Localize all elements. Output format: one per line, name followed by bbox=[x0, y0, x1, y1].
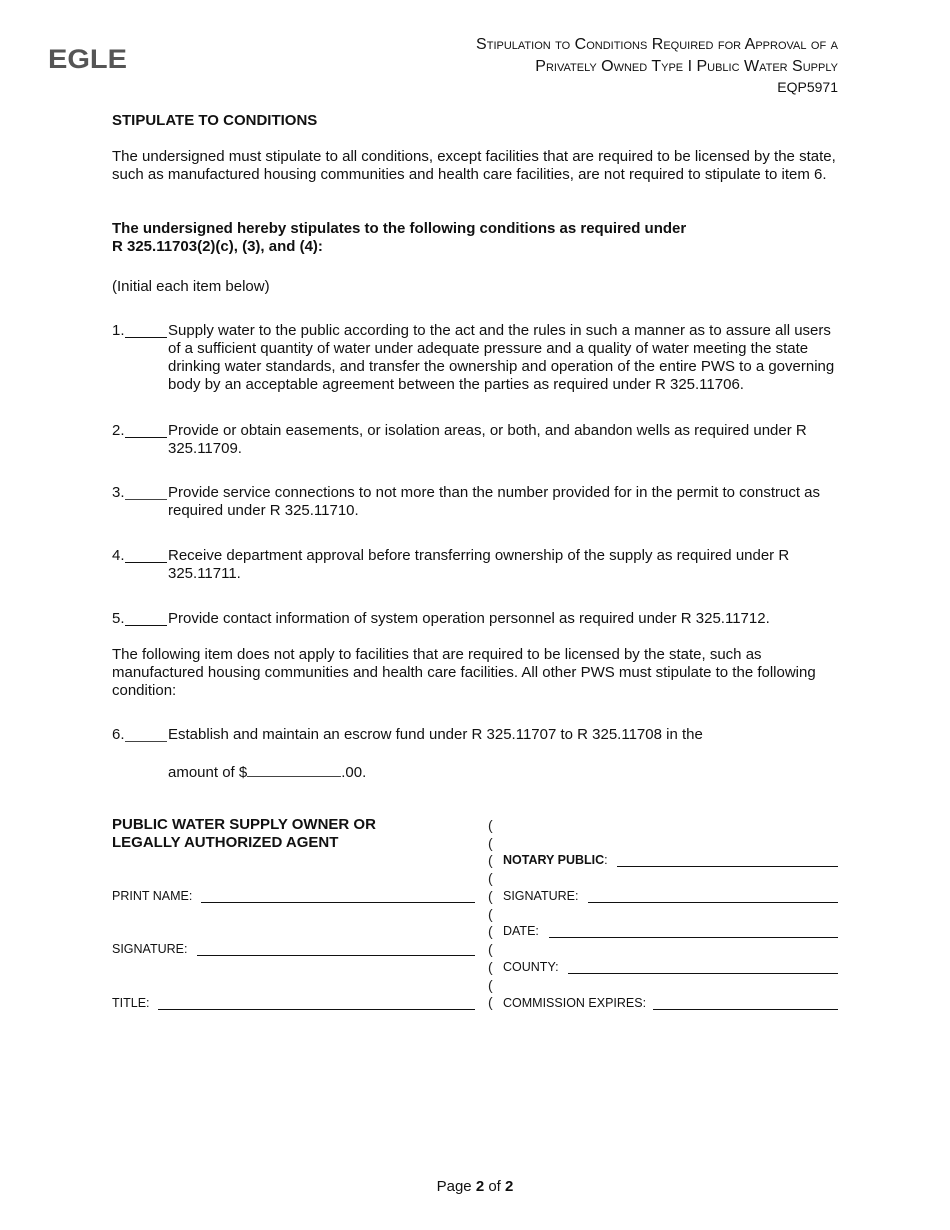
separator-paren: ( bbox=[488, 817, 493, 833]
separator-paren: ( bbox=[488, 977, 493, 993]
notary-colon: : bbox=[604, 853, 608, 867]
statement-line2: R 325.11703(2)(c), (3), and (4): bbox=[112, 238, 323, 255]
item-text: Provide service connections to not more than the number provided for in the permit to construct as required under R 325.11710. bbox=[168, 484, 821, 519]
current-page: 2 bbox=[475, 1178, 485, 1195]
notary-public-label bbox=[503, 853, 608, 867]
initial-blank-5[interactable] bbox=[125, 625, 167, 626]
condition-item-2 bbox=[112, 422, 842, 458]
separator-paren: ( bbox=[488, 852, 493, 868]
egle-logo bbox=[48, 44, 128, 72]
initial-blank-3[interactable] bbox=[125, 499, 167, 500]
of-word: of bbox=[488, 1178, 501, 1195]
owner-signature-field[interactable] bbox=[197, 955, 475, 956]
notary-signature-label: SIGNATURE: bbox=[503, 889, 579, 903]
exception-note: The following item does not apply to facilities that are required to be licensed by the state, such as manufactured housing communities and health care facilities. All other PWS must stipulate to the following condition: bbox=[112, 646, 816, 699]
item-number: 4. bbox=[112, 547, 125, 564]
separator-paren: ( bbox=[488, 835, 493, 851]
notary-public-field[interactable] bbox=[617, 866, 838, 867]
logo-text: EGLE bbox=[48, 44, 127, 72]
page-indicator bbox=[0, 1178, 950, 1195]
condition-item-3 bbox=[112, 484, 842, 520]
separator-paren: ( bbox=[488, 888, 493, 904]
condition-item-5 bbox=[112, 610, 842, 628]
owner-signature-label: SIGNATURE: bbox=[112, 942, 188, 956]
condition-item-6 bbox=[112, 726, 842, 744]
separator-paren: ( bbox=[488, 941, 493, 957]
title-label: TITLE: bbox=[112, 996, 150, 1010]
item-text: Establish and maintain an escrow fund under R 325.11707 to R 325.11708 in the bbox=[168, 726, 703, 743]
item-number: 1. bbox=[112, 322, 125, 339]
initial-blank-4[interactable] bbox=[125, 562, 167, 563]
item-text: Provide or obtain easements, or isolation areas, or both, and abandon wells as required under R 325.11709. bbox=[168, 422, 807, 457]
item-text: Receive department approval before transferring ownership of the supply as required under R 325.11711. bbox=[168, 547, 790, 582]
item-number: 6. bbox=[112, 726, 125, 743]
item-number: 5. bbox=[112, 610, 125, 627]
separator-paren: ( bbox=[488, 923, 493, 939]
county-field[interactable] bbox=[568, 973, 838, 974]
county-label: COUNTY: bbox=[503, 960, 559, 974]
instruction-text: (Initial each item below) bbox=[112, 278, 270, 295]
separator-paren: ( bbox=[488, 870, 493, 886]
owner-heading-line1: PUBLIC WATER SUPPLY OWNER OR bbox=[112, 816, 376, 833]
separator-paren: ( bbox=[488, 959, 493, 975]
date-field[interactable] bbox=[549, 937, 838, 938]
condition-item-1 bbox=[112, 322, 842, 394]
intro-paragraph: The undersigned must stipulate to all conditions, except facilities that are required to be licensed by the state, such as manufactured housing communities and health care facilities, are not required to stipulate to item 6. bbox=[112, 148, 836, 183]
statement-line1: The undersigned hereby stipulates to the following conditions as required under bbox=[112, 220, 687, 237]
initial-blank-2[interactable] bbox=[125, 437, 167, 438]
date-label: DATE: bbox=[503, 924, 539, 938]
initial-blank-1[interactable] bbox=[125, 337, 167, 338]
amount-suffix: .00. bbox=[341, 764, 367, 781]
print-name-field[interactable] bbox=[201, 902, 475, 903]
item-number: 2. bbox=[112, 422, 125, 439]
escrow-amount-row bbox=[112, 762, 842, 782]
item-number: 3. bbox=[112, 484, 125, 501]
title-field[interactable] bbox=[158, 1009, 475, 1010]
form-title-line1: Stipulation to Conditions Required for Approval of a bbox=[476, 36, 838, 53]
condition-item-4 bbox=[112, 547, 842, 583]
owner-heading-line2: LEGALLY AUTHORIZED AGENT bbox=[112, 834, 339, 851]
notary-signature-field[interactable] bbox=[588, 902, 838, 903]
form-number: EQP5971 bbox=[777, 79, 838, 95]
commission-expires-field[interactable] bbox=[653, 1009, 838, 1010]
separator-paren: ( bbox=[488, 906, 493, 922]
separator-paren: ( bbox=[488, 994, 493, 1010]
section-heading: STIPULATE TO CONDITIONS bbox=[112, 112, 318, 129]
initial-blank-6[interactable] bbox=[125, 741, 167, 742]
escrow-amount-field[interactable] bbox=[247, 762, 341, 777]
page-word: Page bbox=[436, 1178, 472, 1195]
item-text: Supply water to the public according to the act and the rules in such a manner as to assure all users of a sufficient quantity of water under adequate pressure and a quality of water meeting the state drinking water standards, and transfer the ownership and operation of the entire PWS to a governing body by an acceptable agreement between the parties as required under R 325.11706. bbox=[168, 322, 835, 393]
amount-prefix: amount of $ bbox=[168, 764, 248, 781]
form-title-line2: Privately Owned Type I Public Water Supply bbox=[535, 58, 838, 75]
item-text: Provide contact information of system operation personnel as required under R 325.11712. bbox=[168, 610, 770, 627]
print-name-label: PRINT NAME: bbox=[112, 889, 193, 903]
notary-public-text: NOTARY PUBLIC bbox=[503, 853, 605, 867]
commission-expires-label: COMMISSION EXPIRES: bbox=[503, 996, 647, 1010]
total-pages: 2 bbox=[505, 1178, 514, 1195]
